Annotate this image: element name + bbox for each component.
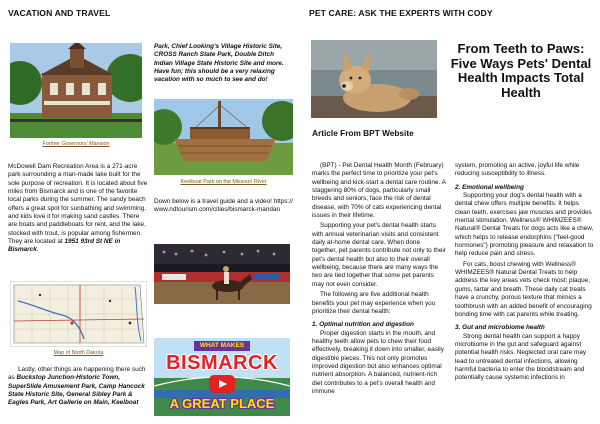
col1-paragraph-4: Proper digestion starts in the mouth, and healthy teeth allow pets to chew their food effectively, breaking it down into smaller, easily digestible pieces. This not only promotes improved digestion but also enhances optimal nutrient absorption. A balanced, nutrient-rich diet contributes to a pet's overall health and immune xyxy=(312,329,444,395)
keelboat-caption: Keelboat Park on the Missouri River xyxy=(180,179,267,185)
col2-subheading-2: 2. Emotional wellbeing xyxy=(455,183,524,191)
article-title: From Teeth to Paws: Five Ways Pets' Dental Health Impacts Total Health xyxy=(450,41,592,100)
map-caption: Map of North Dakota xyxy=(53,350,104,356)
thumb-big-title: BISMARCK xyxy=(166,352,278,374)
article-byline: Article From BPT Website xyxy=(312,128,414,138)
col2-paragraph-3: For cats, boost chewing with Wellness® WHIMZEES® Natural Dental Treats to help address the key areas vets check most: plaque, gums, tartar and breath. These daily cat treats have a crunchy, porous texture that mimics a toothbrush with an added benefit of encouraging bonding time with cat parents while treating. xyxy=(455,260,592,318)
right-page-header: PET CARE: ASK THE EXPERTS WITH CODY xyxy=(309,8,493,18)
youtube-play-icon[interactable] xyxy=(209,375,235,393)
article-column-2 xyxy=(455,162,594,385)
dog-photo xyxy=(311,40,437,118)
mcdowell-address: 1951 93rd St NE in Bismarck xyxy=(8,238,121,254)
col2-paragraph-2: Supporting your dog's dental health with a dental chew offers multiple benefits: It helps clean teeth, exercises jaw muscles and provides mental stimulation. Wellness® WHIMZEES® Natural® Dental Treats for dogs acts like a chew, which helps to release endorphins ("feel-good hormones") promoting pleasure and relaxation to help reduce pain and stress. xyxy=(455,192,594,258)
keelboat-photo xyxy=(154,99,293,175)
north-dakota-map xyxy=(10,281,147,347)
col1-paragraph-3: The following are five additional health benefits your pet may experience when you prioritize their dental health: xyxy=(312,291,436,315)
mcdowell-text: McDowell Dam Recreation Area is a 271-acre park surrounding a man-made lake built for the sole purpose of recreation. It is located about five miles from Bismarck and is one of the favorite local parks during the summer. The sandy beach offers a great spot for sunbathing and swimming, and kids love it for making sand castles. There are boats and paddleboats for rent, and the lake, stocked with trout, is popular among fishermen. They are located at xyxy=(8,163,148,246)
governors-mansion-photo xyxy=(10,43,142,138)
article-column-1 xyxy=(312,162,446,398)
mansion-caption: Former Governors' Mansion xyxy=(42,141,110,147)
col2-paragraph-1: system, promoting an active, joyful life while reducing susceptibility to illness. xyxy=(455,162,580,178)
col1-subheading-1: 1. Optimal nutrition and digestion xyxy=(312,321,414,329)
rodeo-photo xyxy=(154,244,290,304)
video-text: Down below is a travel guide and a video! https://www.ndtourism.com/cities/bismarck-mandan xyxy=(154,198,293,214)
lastly-places: Buckstop Junction-Historic Town, SuperSlide Amusement Park, Camp Hancock State Historic Site, General Sibley Park & Eagles Park, Art Gallerie on Main, Keelboat xyxy=(8,374,145,407)
col1-paragraph-2: Supporting your pet's dental health starts with annual veterinarian visits and consistent daily at-home dental care. When done together, pet parents contribute not only to their pet's dental health but also to their overall wellbeing, because there are many ways the two are tied together that some pet parents may not even consider. xyxy=(312,222,446,288)
mcdowell-paragraph: McDowell Dam Recreation Area is a 271-acre park surrounding a man-made lake built for the sole purpose of recreation. It is located about five miles from Bismarck and is one of the favorite local parks during the summer. The sandy beach offers a great spot for sunbathing and swimming, and kids love it for making sand castles. There are boats and paddleboats for rent, and the lake, stocked with trout, is popular among fishermen. They are located at 1951 93rd St NE in Bismarck. xyxy=(8,163,148,254)
bismarck-video-thumbnail[interactable] xyxy=(154,338,290,416)
thumb-tagline: A GREAT PLACE xyxy=(169,396,275,411)
lastly-paragraph xyxy=(8,366,150,408)
thumb-small-title: WHAT MAKES xyxy=(194,341,250,351)
lastly-text: Lastly, other things are happening there such as xyxy=(8,366,146,382)
col2-subheading-3: 3. Gut and microbiome health xyxy=(455,324,545,332)
col1-paragraph-1: (BPT) - Pet Dental Health Month (February) marks the perfect time to prioritize your pet's wellbeing and kick-start a dental care routine. A staggering 80% of dogs, particularly small breeds and seniors, face the risk of dental disease, with 70% of cats experiencing dental issues in their lifetime. xyxy=(312,162,446,220)
intro-block: Park, Chief Looking's Village Historic Site, CROSS Ranch State Park, Double Ditch Indian Village State Historic Site and more. Have fun; this should be a very relaxing vacation with so much to see and do! xyxy=(154,43,284,84)
left-page-header: VACATION AND TRAVEL xyxy=(8,8,111,18)
col2-paragraph-4: Strong dental health can support a happy microbiome in the gut and safeguard against potential health risks. Neglected oral care may lead to untreated dental infections, allowing harmful bacteria to enter the bloodstream and potentially cause systemic infections in xyxy=(455,332,587,382)
